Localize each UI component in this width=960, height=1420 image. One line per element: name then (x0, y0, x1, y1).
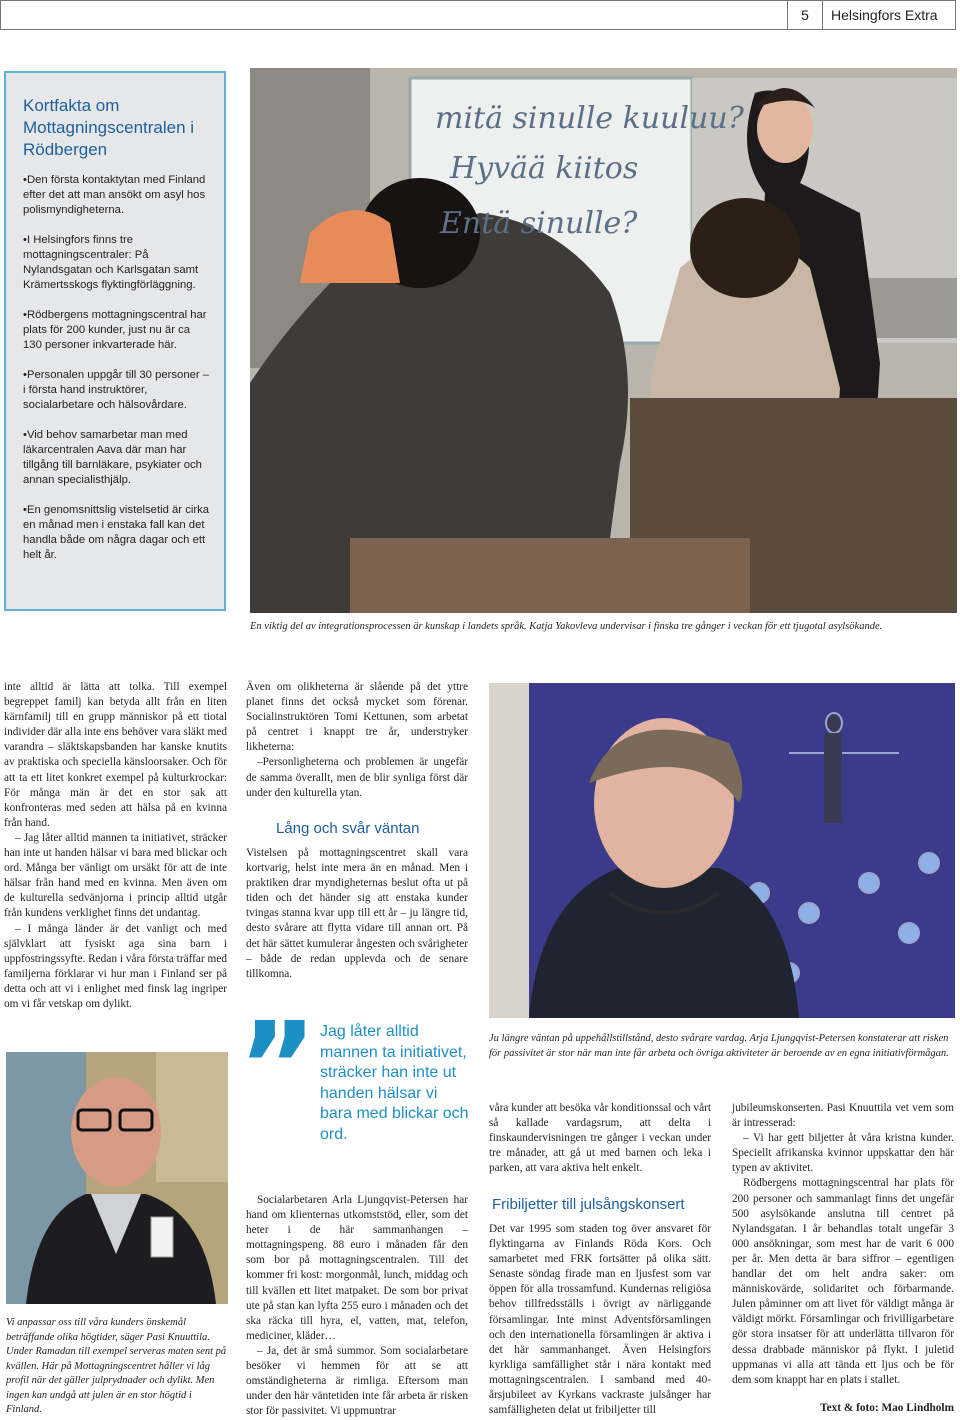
subheading-free-tickets: Fribiljetter till julsångskonsert (492, 1196, 685, 1213)
man-illustration (6, 1052, 228, 1304)
fact-item: • Vid behov samarbetar man med läkarcentralen Aava där man har tillgång till barnläkare, psykiater och annan specialisthjälp. (23, 428, 210, 488)
paragraph: Socialarbetaren Arla Ljungqvist-Petersen har hand om klienternas utkomststöd, eller, som det heter i de här sammanhangen – mottagningspeng. 88 euro i månaden får den som bor på mottagningscentralen. Till det kommer fri kost: morgonmål, lunch, middag och till kvällen ett litet matpaket. De som bor privat ute på stan kan lyfta 255 euro i månaden och det ska räcka till hyra, el, vatten, mat, telefon, mediciner, kläder… (246, 1194, 468, 1342)
paragraph: – Ja, det är små summor. Som socialarbetare besöker vi hemmen för att se att omständigheterna är rimliga. Eftersom man under den här väntetiden inte får arbeta är risken stor för passivitet. Vi uppmuntrar (246, 1344, 468, 1418)
paragraph: – Vi har gett biljetter åt våra kristna kunder. Speciellt afrikanska kvinnor uppskattar den här typen av aktivitet. (732, 1132, 954, 1175)
article-column-2-bottom (246, 1193, 468, 1419)
page-number: 5 (787, 1, 823, 29)
article-column-1 (4, 680, 227, 1012)
classroom-illustration (250, 68, 957, 613)
paragraph: Det var 1995 som staden tog över ansvaret för flyktingarna av Finlands Röda Kors. Och samarbetet med FRK fortsätter på olika sätt. Senaste söndag firade man en ljusfest som var öppen för alla trossamfund. Kundernas religiösa behov tillfredsställs i övrigt av närliggande församlingar. Inte minst Adventsförsamlingen och den internationella församlingen är aktiva i det här sammanhanget. Även Helsingfors kyrkliga samfällighet står i nära kontakt med mottagningscentralen. I samband med 40-årsjubileet av Kyrkans vackraste julsånger har samfälligheten delat ut fribiljetter till (489, 1223, 711, 1417)
paragraph: – Jag låter alltid mannen ta initiativet, sträcker han inte ut handen hälsar vi bara med blickar och ord. Många ber vänligt om ursäkt för att de inte hälsar från hand med en kvinna. Men även om de kulturella sedvänjorna i princip alltid utgår från kundens verklighet finns det undantag. (4, 831, 227, 920)
man-caption: Vi anpassar oss till våra kunders önskemål beträffande olika högtider, säger Pasi Knuuttila. Under Ramadan till exempel serveras maten sent på kvällen. Här på Mottagningscentret håller vi låg profil när det gäller julprydnader och dylikt. Men ingen kan undgå att julen är en stor högtid i Finland. (6, 1317, 227, 1415)
classroom-caption: En viktig del av integrationsprocessen är kunskap i landets språk. Katja Yakovleva undervisar i finska tre gånger i veckan för ett tjugotal asylsökande. (250, 621, 883, 632)
article-column-4 (732, 1101, 954, 1388)
fact-box (4, 71, 226, 611)
fact-item: • Personalen uppgår till 30 personer – i första hand instruktörer, socialarbetare och hälsovårdare. (23, 368, 210, 413)
publication-name: Helsingfors Extra (831, 7, 938, 23)
portrait-illustration (489, 683, 955, 1018)
pasi-knuuttila-photo (6, 1052, 228, 1304)
fact-item: • Rödbergens mottagningscentral har plats för 200 kunder, just nu är ca 130 personer inkvarterade här. (23, 308, 210, 353)
classroom-photo (250, 68, 957, 613)
article-column-3-top (489, 1101, 711, 1176)
paragraph: – I många länder är det vanligt och med självklart att fysiskt aga sina barn i uppfostringssyfte. Redan i våra första träffar med familjerna förklarar vi hur man i Finland ser på detta och att vi i enlighet med finsk lag ingriper om vi får vetskap om dylikt. (4, 922, 227, 1010)
paragraph: jubileumskonserten. Pasi Knuuttila vet vem som är intresserad: (732, 1102, 954, 1130)
arja-ljungqvist-petersen-photo (489, 683, 955, 1018)
fact-box-title: Kortfakta om Mottagningscentralen i Rödbergen (23, 96, 195, 159)
fact-list (23, 173, 210, 563)
byline: Text & foto: Mao Lindholm (820, 1402, 954, 1414)
board-line: Hyvää kiitos (450, 151, 639, 186)
article-column-3-bottom (489, 1222, 711, 1418)
article-column-2-top (246, 680, 468, 801)
paragraph: våra kunder att besöka vår konditionssal och vårt så kallade vardagsrum, att delta i finskaundervisningen tre gånger i veckan under tre månader, att gå ut med barnen och leka i parken, att vara aktiva helt enkelt. (489, 1102, 711, 1175)
quote-mark-icon: ” (238, 998, 311, 1137)
paragraph: –Personligheterna och problemen är ungefär de samma överallt, men de blir synliga först där under den kulturella ytan. (246, 756, 468, 799)
subheading-long-wait: Lång och svår väntan (276, 820, 420, 837)
paragraph: Vistelsen på mottagningscentret skall vara kortvarig, helst inte mera än en månad. Men i praktiken drar myndigheternas beslut ofta ut på tiden och det händer sig att enstaka kunder tvingas stanna kvar upp till ett år – ju längre tid, desto svårare att flytta vidare till annan ort. På det här sättet kumulerar ångesten och svårigheter – både de redan upplevda och de senare tillkomna. (246, 847, 468, 980)
board-line: mitä sinulle kuuluu? (435, 101, 744, 136)
paragraph: inte alltid är lätta att tolka. Till exempel begreppet familj kan betyda allt från en liten kärnfamilj till en grupp människor på ett tiotal individer där alla inte ens behöver vara släkt med varandra – släktskapsbanden har kanske knutits av praktiska och speciella känsloorsaker. Och för att ta ett litet konkret exempel på kulturkrockar: För många män är det en stor sak att konfronteras med seden att hälsa på en kvinna från hand. (4, 681, 227, 829)
fact-item: • I Helsingfors finns tre mottagningscentraler: På Nylandsgatan och Karlsgatan samt Krämertsskogs flyktingförläggning. (23, 233, 210, 293)
board-line: Entä sinulle? (440, 206, 638, 241)
pull-quote: Jag låter alltid mannen ta initiativet, sträcker han inte ut handen hälsar vi bara med blickar och ord. (320, 1023, 469, 1143)
fact-item: • Den första kontaktytan med Finland efter det att man ansökt om asyl hos polismyndigheterna. (23, 173, 210, 218)
portrait-caption: Ju längre väntan på uppehållstillstånd, desto svårare vardag. Arja Ljungqvist-Petersen konstaterar att risken för passivitet är stor när man inte får arbeta och övriga aktiviteter är beroende av en egna initiativförmågan. (489, 1033, 949, 1059)
article-column-2-mid (246, 846, 468, 982)
page-header (0, 0, 956, 30)
fact-item: • En genomsnittslig vistelsetid är cirka en månad men i enstaka fall kan det handla både om några dagar och ett helt år. (23, 503, 210, 563)
paragraph: Rödbergens mottagningscentral har plats för 200 personer och sammanlagt finns det ungefär 500 asylsökande anslutna till centret på Nylandsgatan. I år behandlas totalt ungefär 3 000 ansökningar, som mest har de varit 6 000 per år. Men detta är bara siffror – egentligen handlar det om helt andra saker: om människovärde, solidaritet och förbarmande. Julen påminner om att livet för väldigt många är väldigt mörkt. Församlingar och frivilligarbetare gör stora insatser för att underlätta tillvaron för dessa drabbade människor på flykt. I juletid uppmanas vi alla att tända ett ljus och be för dem som knappt har en plats i stallet. (732, 1177, 954, 1386)
paragraph: Även om olikheterna är slående på det yttre planet finns det också mycket som förenar. Socialinstruktören Tomi Kettunen, som arbetat på centret i knappt tre år, understryker likheterna: (246, 681, 468, 754)
